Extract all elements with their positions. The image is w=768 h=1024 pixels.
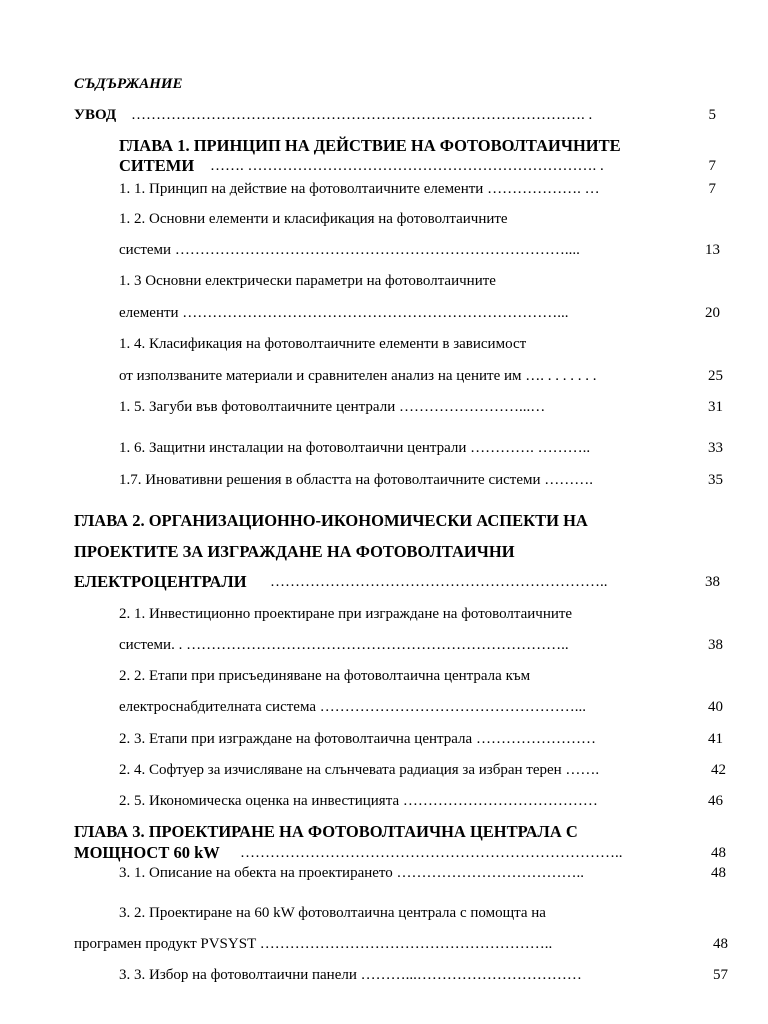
toc-item-2-1-cont: системи. . ………………………………………………………………….. xyxy=(119,637,569,653)
toc-ch1-page: 7 xyxy=(708,158,716,174)
toc-item-3-1-page: 48 xyxy=(711,865,726,881)
toc-item-3-2-page: 48 xyxy=(713,936,728,952)
toc-item-1-2-cont: системи …………………………………………………………………….... xyxy=(119,242,580,258)
toc-item-1-5: 1. 5. Загуби във фотоволтаичните централи ……………………...… xyxy=(119,399,546,415)
toc-ch2-title-line3: ЕЛЕКТРОЦЕНТРАЛИ xyxy=(74,572,247,591)
toc-item-2-1: 2. 1. Инвестиционно проектиране при изграждане на фотоволтаичните xyxy=(119,606,573,622)
toc-item-1-2: 1. 2. Основни елементи и класификация на фотоволтаичните xyxy=(119,211,508,227)
toc-ch1-dots: ……. ……………………………………………………………. . xyxy=(210,158,604,174)
toc-item-3-2-cont: програмен продукт PVSYST ………………………………………………….. xyxy=(74,936,553,952)
toc-item-3-3-page: 57 xyxy=(713,967,728,983)
toc-item-1-5-page: 31 xyxy=(708,399,723,415)
toc-item-1-6-page: 33 xyxy=(708,440,723,456)
toc-heading: СЪДЪРЖАНИЕ xyxy=(74,76,183,92)
toc-item-2-5-page: 46 xyxy=(708,793,723,809)
toc-item-1-6: 1. 6. Защитни инсталации на фотоволтаични централи …………. ……….. xyxy=(119,440,591,456)
toc-item-2-3: 2. 3. Етапи при изграждане на фотоволтаична централа …………………… xyxy=(119,731,596,747)
toc-item-1-3-cont: елементи …………………………………………………………………... xyxy=(119,305,569,321)
toc-intro-title: УВОД xyxy=(74,107,117,123)
toc-ch1-title-line1: ГЛАВА 1. ПРИНЦИП НА ДЕЙСТВИЕ НА ФОТОВОЛТАИЧНИТЕ xyxy=(119,136,621,155)
toc-item-1-2-page: 13 xyxy=(705,242,720,258)
toc-item-2-3-page: 41 xyxy=(708,731,723,747)
toc-item-3-3: 3. 3. Избор на фотоволтаични панели ………...…………………………… xyxy=(119,967,582,983)
toc-item-1-1: 1. 1. Принцип на действие на фотоволтаичните елементи ………………. … xyxy=(119,181,600,197)
toc-ch1-title-line2: СИТЕМИ xyxy=(119,156,195,175)
toc-item-1-1-page: 7 xyxy=(708,181,716,197)
toc-item-3-1: 3. 1. Описание на обекта на проектирането ……………………………….. xyxy=(119,865,585,881)
toc-item-1-3-page: 20 xyxy=(705,305,720,321)
toc-item-2-2: 2. 2. Етапи при присъединяване на фотоволтаична централа към xyxy=(119,668,531,684)
toc-item-1-3: 1. 3 Основни електрически параметри на фотоволтаичните xyxy=(119,273,496,289)
toc-ch3-title-line1: ГЛАВА 3. ПРОЕКТИРАНЕ НА ФОТОВОЛТАИЧНА ЦЕНТРАЛА С xyxy=(74,822,578,841)
toc-ch3-page: 48 xyxy=(711,845,726,861)
toc-ch3-dots: ………………………………………………………………….. xyxy=(240,845,623,861)
toc-item-2-2-cont: електроснабдителната система ……………………………………………... xyxy=(119,699,587,715)
toc-item-1-4-cont: от използваните материали и сравнителен анализ на цените им …. . . . . . . . xyxy=(119,368,597,384)
toc-item-3-2: 3. 2. Проектиране на 60 kW фотоволтаична централа с помощта на xyxy=(119,905,546,921)
toc-item-2-4: 2. 4. Софтуер за изчисляване на слънчевата радиация за избран терен ……. xyxy=(119,762,600,778)
toc-ch2-title-line1: ГЛАВА 2. ОРГАНИЗАЦИОННО-ИКОНОМИЧЕСКИ АСПЕКТИ НА xyxy=(74,511,588,530)
toc-item-1-4: 1. 4. Класификация на фотоволтаичните елементи в зависимост xyxy=(119,336,527,352)
toc-item-2-5: 2. 5. Икономическа оценка на инвестицията ………………………………… xyxy=(119,793,598,809)
toc-item-1-7-page: 35 xyxy=(708,472,723,488)
toc-item-1-4-page: 25 xyxy=(708,368,723,384)
toc-item-2-1-page: 38 xyxy=(708,637,723,653)
toc-intro-page: 5 xyxy=(708,107,716,123)
toc-item-2-2-page: 40 xyxy=(708,699,723,715)
toc-ch3-title-line2: МОЩНОСТ 60 kW xyxy=(74,843,220,862)
toc-item-2-4-page: 42 xyxy=(711,762,726,778)
toc-intro-dots: ………………………………………………………………………………. . xyxy=(131,107,593,123)
toc-item-1-7: 1.7. Иновативни решения в областта на фотоволтаичните системи ………. xyxy=(119,472,594,488)
toc-ch2-page: 38 xyxy=(705,574,720,590)
toc-ch2-dots: ………………………………………………………….. xyxy=(270,574,608,590)
toc-ch2-title-line2: ПРОЕКТИТЕ ЗА ИЗГРАЖДАНЕ НА ФОТОВОЛТАИЧНИ xyxy=(74,542,515,561)
